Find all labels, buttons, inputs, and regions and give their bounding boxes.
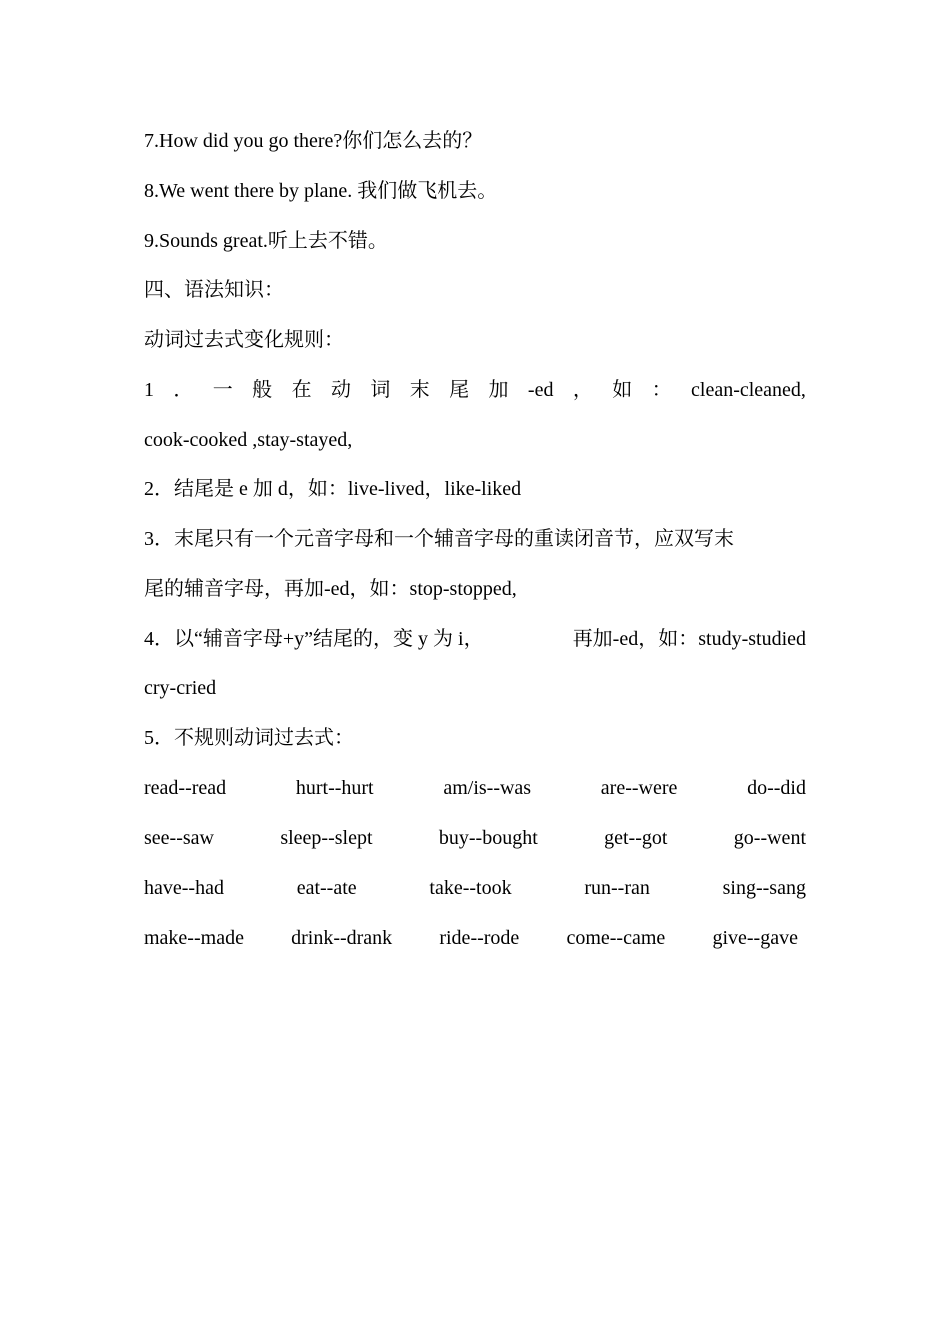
rule-1-token: 词 — [370, 379, 391, 401]
verb-pair: hurt--hurt — [295, 777, 374, 799]
sentence-7: 7.How did you go there?你们怎么去的？ — [144, 130, 483, 152]
verb-pair: sing--sang — [722, 877, 806, 899]
verb-pair: do--did — [747, 777, 806, 799]
rule-1-token: ， — [572, 379, 593, 401]
verb-pair: see--saw — [144, 827, 214, 849]
rule-3-line-2: 尾的辅音字母，再加-ed，如：stop-stopped, — [144, 578, 517, 600]
verb-row — [144, 875, 806, 901]
rule-4-line-1 — [144, 626, 806, 652]
rule-2: 2．结尾是 e 加 d，如：live-lived，like-liked — [144, 478, 522, 500]
verb-pair: eat--ate — [296, 877, 357, 899]
verb-pair: come--came — [566, 927, 666, 949]
verb-pair: have--had — [144, 877, 224, 899]
sentence-8: 8.We went there by plane. 我们做飞机去。 — [144, 180, 498, 202]
verb-pair: make--made — [144, 927, 244, 949]
verb-pair: am/is--was — [443, 777, 532, 799]
rule-1-token: 尾 — [449, 379, 470, 401]
rule-3-line-1: 3．末尾只有一个元音字母和一个辅音字母的重读闭音节，应双写末 — [144, 528, 734, 550]
verb-pair: are--were — [600, 777, 678, 799]
verb-pair: go--went — [733, 827, 806, 849]
rule-1-continuation: cook-cooked ,stay-stayed, — [144, 429, 353, 451]
rule-4-right: 再加-ed，如：study-studied — [572, 628, 806, 650]
verb-row — [144, 775, 806, 801]
section-heading-grammar: 四、语法知识： — [144, 279, 284, 301]
rule-1-token: 加 — [488, 379, 509, 401]
rule-1-token: ： — [651, 379, 672, 401]
verb-pair: take--took — [429, 877, 512, 899]
rule-4-left: 4．以“辅音字母+y”结尾的，变 y 为 i， — [144, 628, 484, 650]
rule-1-token: -ed — [527, 379, 554, 401]
verb-row — [144, 825, 806, 851]
rule-5: 5．不规则动词过去式： — [144, 727, 354, 749]
rule-1-token: ． — [173, 379, 194, 401]
verb-row — [144, 925, 798, 951]
rule-1-token: 动 — [330, 379, 351, 401]
rule-1-token: 一 — [212, 379, 233, 401]
rule-1-token: 如 — [612, 379, 633, 401]
verb-pair: drink--drank — [291, 927, 393, 949]
sentence-9: 9.Sounds great.听上去不错。 — [144, 230, 388, 252]
verb-pair: buy--bought — [438, 827, 538, 849]
rule-4-line-2: cry-cried — [144, 677, 217, 699]
rule-1-token: 在 — [291, 379, 312, 401]
rule-1-token: 末 — [409, 379, 430, 401]
verb-pair: get--got — [604, 827, 668, 849]
verb-pair: run--ran — [584, 877, 650, 899]
rule-1-token: 般 — [252, 379, 273, 401]
verb-pair: give--gave — [712, 927, 798, 949]
rule-1-token: 1 — [144, 379, 154, 401]
verb-pair: sleep--slept — [280, 827, 373, 849]
verb-pair: ride--rode — [439, 927, 520, 949]
rules-title: 动词过去式变化规则： — [144, 329, 344, 351]
rule-1-line — [144, 377, 806, 403]
rule-1-token: clean-cleaned, — [691, 379, 806, 401]
verb-pair: read--read — [144, 777, 227, 799]
